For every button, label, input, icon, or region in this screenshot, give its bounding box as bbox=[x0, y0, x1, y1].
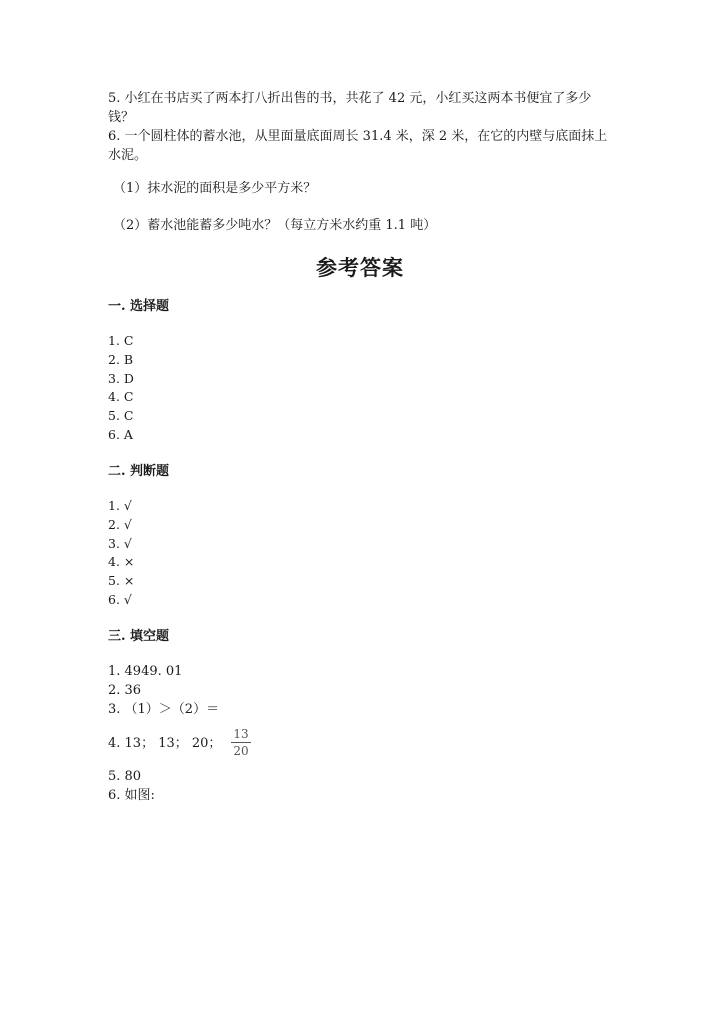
list-item: 6. A bbox=[108, 426, 133, 442]
question-6-part-1: （1）抹水泥的面积是多少平方米？ bbox=[113, 181, 317, 196]
list-item: 3. √ bbox=[108, 535, 132, 551]
list-item: 1. C bbox=[108, 333, 134, 348]
section-heading-fill-blank: 三. 填空题 bbox=[108, 629, 170, 644]
list-item: 1. √ bbox=[108, 498, 132, 513]
list-item: 2. B bbox=[108, 351, 134, 367]
list-item: 5. × bbox=[108, 573, 135, 589]
list-item: 4. C bbox=[108, 389, 134, 405]
list-item: 4. × bbox=[108, 554, 135, 570]
fill-answer-2: 2. 36 bbox=[108, 683, 142, 698]
fill-answer-1: 1. 4949. 01 bbox=[108, 664, 183, 679]
section-heading-choice: 一. 选择题 bbox=[108, 299, 170, 314]
question-6: 6. 一个圆柱体的蓄水池，从里面量底面周长 31.4 米，深 2 米，在它的内壁与底面抹上水泥。 bbox=[108, 129, 608, 163]
question-6-part-2: （2）蓄水池能蓄多少吨水？（每立方米水约重 1.1 吨） bbox=[113, 218, 437, 233]
list-item: 3. D bbox=[108, 370, 134, 386]
judgement-answer-list bbox=[108, 497, 134, 610]
list-item: 2. √ bbox=[108, 516, 132, 532]
fill-answer-3: 3. （1）＞（2）＝ bbox=[108, 702, 220, 717]
list-item: 5. C bbox=[108, 408, 134, 424]
question-5: 5. 小红在书店买了两本打八折出售的书，共花了 42 元，小红买这两本书便宜了多少钱？ bbox=[108, 91, 592, 125]
fill-answer-6: 6. 如图: bbox=[108, 788, 155, 803]
fraction bbox=[231, 727, 251, 758]
fill-answer-5: 5. 80 bbox=[108, 769, 142, 784]
answers-title: 参考答案 bbox=[316, 255, 404, 280]
fraction-numerator: 13 bbox=[233, 727, 249, 741]
fraction-denominator: 20 bbox=[233, 744, 249, 758]
choice-answer-list bbox=[108, 332, 134, 445]
fraction-bar bbox=[231, 742, 251, 743]
section-heading-judgement: 二. 判断题 bbox=[108, 464, 170, 479]
list-item: 6. √ bbox=[108, 591, 132, 607]
fill-answer-4: 4. 13； 13； 20； bbox=[108, 736, 222, 751]
